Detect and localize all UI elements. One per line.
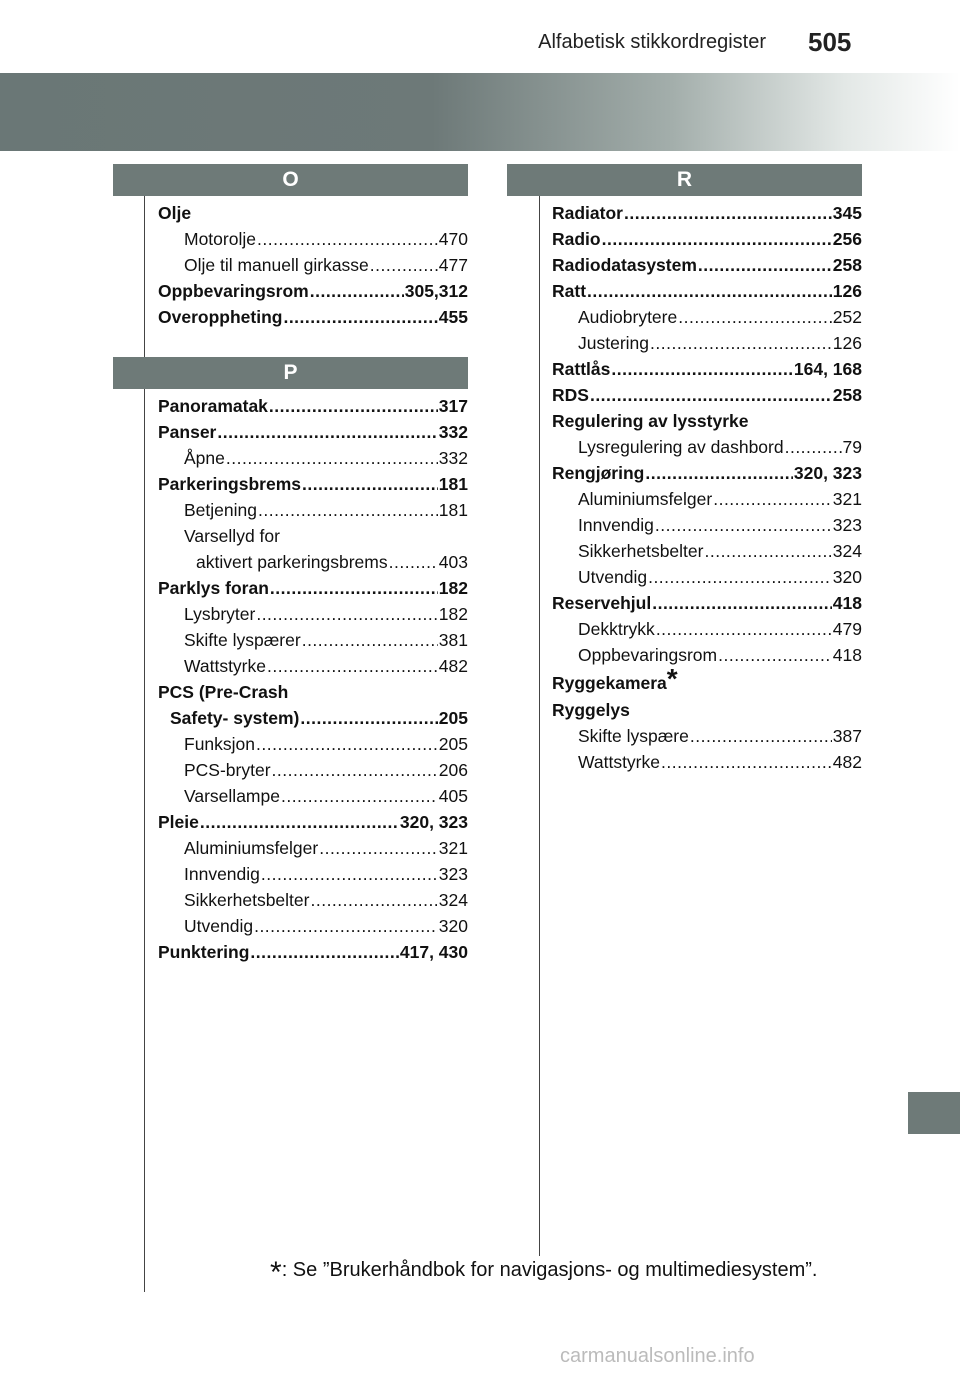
index-entry: Parklys foran ..... 182 <box>158 578 468 604</box>
index-entry: Pleie ..... 320, 323 <box>158 812 468 838</box>
index-entry: Radiator ..... 345 <box>552 203 862 229</box>
index-entry: Olje til manuell girkasse ..... 477 <box>184 255 468 281</box>
index-entry: Åpne ..... 332 <box>184 448 468 474</box>
index-entry: Rattlås ..... 164, 168 <box>552 359 862 385</box>
footnote-marker: * <box>270 1256 282 1289</box>
section-header-o: O <box>113 164 468 196</box>
index-entry: Oppbevaringsrom ..... 305,312 <box>158 281 468 307</box>
index-entry: Oppbevaringsrom ..... 418 <box>578 645 862 671</box>
index-entry: Regulering av lysstyrke <box>552 411 749 431</box>
index-entry: Justering ..... 126 <box>578 333 862 359</box>
index-entry: PCS (Pre-Crash <box>158 682 289 702</box>
index-entry: Lysbryter ..... 182 <box>184 604 468 630</box>
index-entry: RDS ..... 258 <box>552 385 862 411</box>
header-band <box>0 73 960 151</box>
index-entry: Overoppheting ..... 455 <box>158 307 468 333</box>
index-entry: Skifte lyspære ..... 387 <box>578 726 862 752</box>
index-entry: Motorolje ..... 470 <box>184 229 468 255</box>
index-entry: Punktering ..... 417, 430 <box>158 942 468 968</box>
running-header-title: Alfabetisk stikkordregister <box>538 31 766 53</box>
index-entry: Reservehjul ..... 418 <box>552 593 862 619</box>
index-entry <box>552 663 678 699</box>
index-entry: Innvendig ..... 323 <box>184 864 468 890</box>
index-entry: Parkeringsbrems ..... 181 <box>158 474 468 500</box>
index-entry: Olje <box>158 203 192 223</box>
index-entry: Utvendig ..... 320 <box>184 916 468 942</box>
index-entry: Wattstyrke ..... 482 <box>184 656 468 682</box>
index-entry: Safety- system) ..... 205 <box>170 708 468 734</box>
index-entry: Betjening ..... 181 <box>184 500 468 526</box>
watermark: carmanualsonline.info <box>560 1345 755 1367</box>
section-header-p: P <box>113 357 468 389</box>
index-entry: Aluminiumsfelger ..... 321 <box>578 489 862 515</box>
index-entry: Aluminiumsfelger ..... 321 <box>184 838 468 864</box>
footnote <box>270 1256 817 1290</box>
index-entry: Utvendig ..... 320 <box>578 567 862 593</box>
index-entry: Radiodatasystem ..... 258 <box>552 255 862 281</box>
index-entry: Skifte lyspærer ..... 381 <box>184 630 468 656</box>
index-entry: aktivert parkeringsbrems ..... 403 <box>196 552 468 578</box>
index-entry: Rengjøring ..... 320, 323 <box>552 463 862 489</box>
footnote-text: : Se ”Brukerhåndbok for navigasjons- og multimediesystem”. <box>281 1259 818 1281</box>
index-entry: Lysregulering av dashbord ..... 79 <box>578 437 862 463</box>
index-entry: PCS-bryter ..... 206 <box>184 760 468 786</box>
column-rule-p <box>144 389 145 1292</box>
index-entry: Wattstyrke ..... 482 <box>578 752 862 778</box>
index-entry: Panoramatak ..... 317 <box>158 396 468 422</box>
index-entry: Ratt ..... 126 <box>552 281 862 307</box>
index-entry: Radio ..... 256 <box>552 229 862 255</box>
index-entry: Funksjon ..... 205 <box>184 734 468 760</box>
index-entry: Sikkerhetsbelter ..... 324 <box>184 890 468 916</box>
index-entry: Varsellampe ..... 405 <box>184 786 468 812</box>
section-thumb-tab <box>908 1092 960 1134</box>
index-entry: Ryggelys <box>552 700 630 720</box>
index-entry-text: Ryggekamera <box>552 673 667 693</box>
index-entry: Audiobrytere ..... 252 <box>578 307 862 333</box>
index-entry: Varsellyd for <box>184 526 280 546</box>
index-entry: Dekktrykk ..... 479 <box>578 619 862 645</box>
index-entry: Sikkerhetsbelter ..... 324 <box>578 541 862 567</box>
column-rule-o <box>144 196 145 357</box>
footnote-marker: * <box>666 663 678 695</box>
index-entry: Panser ..... 332 <box>158 422 468 448</box>
index-entry: Innvendig ..... 323 <box>578 515 862 541</box>
section-header-r: R <box>507 164 862 196</box>
page-number: 505 <box>808 27 852 57</box>
column-rule-r <box>539 196 540 1256</box>
